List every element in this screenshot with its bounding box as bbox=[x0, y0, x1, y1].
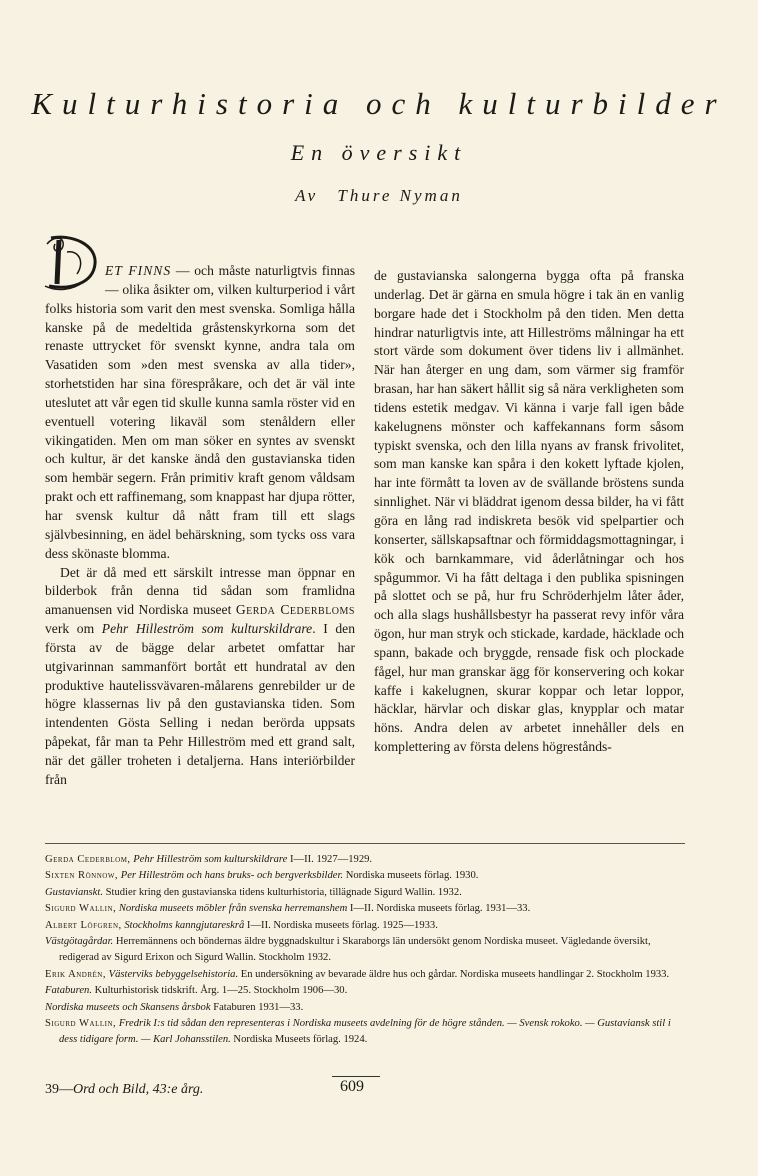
reference-title: Västgötagårdar. bbox=[45, 936, 114, 948]
reference-item bbox=[45, 885, 685, 901]
reference-author: Gerda Cederblom, bbox=[45, 854, 131, 865]
reference-details: Nordiska Museets förlag. 1924. bbox=[230, 1034, 368, 1046]
reference-title: Fredrik I:s tid sådan den representeras i Nordiska museets avdelning för de högre stånden. — Svensk rokoko. — Gustaviansk stil i dess tidigare form. — Karl Johansstilen. bbox=[59, 1018, 671, 1046]
byline-prefix: Av bbox=[295, 186, 319, 205]
reference-item bbox=[45, 1016, 685, 1049]
reference-item bbox=[45, 901, 685, 917]
author-name: Thure Nyman bbox=[337, 186, 463, 205]
left-column bbox=[45, 262, 355, 790]
right-column bbox=[374, 267, 684, 757]
reference-details: En undersökning av bevarade äldre hus och gårdar. Nordiska museets handlingar 2. Stockholm 1933. bbox=[238, 968, 670, 980]
reference-list bbox=[45, 852, 685, 1049]
reference-item bbox=[45, 967, 685, 983]
byline bbox=[0, 186, 758, 206]
journal-footer bbox=[45, 1082, 203, 1098]
work-title-reference: Pehr Hilleström som kulturskildrare bbox=[101, 621, 313, 637]
reference-item bbox=[45, 934, 685, 967]
reference-title: Nordiska museets och Skansens årsbok bbox=[45, 1001, 211, 1013]
reference-details: I—II. 1927—1929. bbox=[287, 854, 373, 865]
svg-text:D: D bbox=[72, 274, 73, 275]
reference-author: Erik Andrén, bbox=[45, 968, 106, 980]
reference-author: Sixten Rönnow, bbox=[45, 870, 119, 882]
reference-details: I—II. Nordiska museets förlag. 1925—1933. bbox=[244, 919, 438, 931]
reference-item bbox=[45, 1000, 685, 1016]
reference-item bbox=[45, 983, 685, 999]
reference-author: Albert Löfgren, bbox=[45, 919, 122, 931]
reference-item bbox=[45, 918, 685, 934]
reference-title: Fataburen. bbox=[45, 985, 92, 997]
paragraph-3: de gustavianska salongerna bygga ofta på franska underlag. Det är gärna en smula högre i tak än en vanlig borgare hade det i Stockholm på den tiden. Men detta hindrar naturligtvis inte, att Hilleströms målningar ha ett stort värde som dokument över tidens liv i allmänhet. När han återger en ung dam, som värmer sig framför brasan, har han säkert hållit sig så nära verkligheten som tidens estetik medgav. Vi känna i varje fall igen både kakelugnens mönster och kaffekannans form såsom typiskt svenska, och den lilla nyans av fransk frivolitet, som man kanske kan spåra i den kokett lyftade kjolen, har inte förmått ta loven av de svällande bröstens sunda sinnlighet. När vi bläddrat igenom dessa bilder, ha vi fått göra en lång rad indiskreta besök vid spelpartier och konserter, sällskapsaftnar och förmiddagsmottagningar, i kök och barnkammare, vid åderlåtningar och hos spågummor. Vi ha fått deltaga i den publika spisningen på slottet och se på, hur fru Schröderhjelm låter åder, och alla slags hushållsbestyr ha passerat revy inför våra ögon, hur man stryk och stickade, kardade, häcklade och spann, bakade och bryggde, rensade fisk och plockade fågel, hur man granskar ägg för konservering och kokar kaffe i kakelugnen, skurar koppar och letar loppor, häcklar, härvlar och diskar glas, knypplar och matar höns. Andra delen av arbetet innehåller dels en komplettering av första delens högrestånds- bbox=[374, 268, 684, 755]
reference-title: Stockholms kanngjutareskrå bbox=[124, 919, 245, 931]
reference-details: I—II. Nordiska museets förlag. 1931—33. bbox=[347, 903, 531, 915]
paragraph-1 bbox=[45, 262, 355, 564]
reference-details: Herremännens och böndernas äldre byggnadskultur i Skaraborgs län undersökt genom Nordiska museet. Vägledande översikt, redigerad av Sigurd Erixon och Sigurd Wallin. Stockholm 1932. bbox=[59, 936, 651, 964]
reference-author: Sigurd Wallin, bbox=[45, 903, 117, 915]
ornamental-initial-d-icon bbox=[43, 232, 101, 292]
reference-author: Sigurd Wallin, bbox=[45, 1018, 117, 1030]
reference-title: Gustavianskt. bbox=[45, 886, 103, 898]
reference-details: Nordiska museets förlag. 1930. bbox=[343, 870, 479, 882]
paragraph-1-text: — och måste naturligtvis finnas — olika åsikter om, vilken kulturperiod i vårt folks historia som varit den mest svenska. Somliga hålla kanske på de medeltida gråstenskyrkorna som det renaste uttrycket för svenskt kynne, andra tala om Vasatiden som »den mest svenska av alla tider», storhetstiden har sina förespråkare, och det är väl inte uteslutet att vår egen tid skulle kunna samla röster vid en eventuell votering likaväl som stenåldern eller vikingatiden. Men om man söker en syntes av svenskt och kultur, är det kanske ändå den gustavianska tiden som hembär segern. Från primitiv kraft genom våldsam prakt och ett raffinemang, som knappast har djupa rötter, har svensk kultur då nått fram till ett slags självbesinning, en ädel behärskning, som tycks oss vara dess skönaste blomma. bbox=[45, 263, 355, 561]
page-number-rule bbox=[332, 1076, 380, 1077]
article-subtitle: En översikt bbox=[290, 140, 468, 165]
issue-prefix: 39— bbox=[45, 1082, 73, 1097]
lead-words: ET FINNS bbox=[105, 263, 172, 278]
author-reference: Gerda Cederbloms bbox=[235, 602, 355, 618]
page-number: 609 bbox=[340, 1078, 364, 1095]
reference-title: Nordiska museets möbler från svenska herremanshem bbox=[118, 903, 348, 915]
reference-title: Pehr Hilleström som kulturskildrare bbox=[133, 854, 288, 865]
reference-title: Per Hilleström och hans bruks- och bergverksbilder. bbox=[120, 870, 344, 882]
journal-title: Ord och Bild, 43:e årg. bbox=[73, 1082, 204, 1097]
reference-details: Fataburen 1931—33. bbox=[210, 1001, 304, 1013]
article-title: Kulturhistoria och kulturbilder bbox=[31, 86, 727, 121]
reference-item bbox=[45, 852, 685, 868]
reference-item bbox=[45, 868, 685, 884]
reference-details: Kulturhistorisk tidskrift. Årg. 1—25. Stockholm 1906—30. bbox=[91, 985, 348, 997]
reference-details: Studier kring den gustavianska tidens kulturhistoria, tillägnade Sigurd Wallin. 1932. bbox=[102, 886, 462, 898]
paragraph-2: Det är då med ett särskilt intresse man öppnar en bilderbok från denna tid sådan som framlidna amanuensen vid Nordiska museet Gerda Cederbloms verk om Pehr Hilleström som kulturskildrare. I den första av de bägge delar arbetet omfattar har utgivarinnan sammanfört bortåt ett hundratal av den produktive hautelissvävaren-målarens genrebilder ur de högre klassernas liv på den gustavianska tiden. Som intendenten Gösta Selling i nedan berörda uppsats påpekat, får man ta Pehr Hilleström med ett grand salt, när det gäller troheten i detaljerna. Hans interiörbilder från bbox=[45, 564, 355, 787]
reference-title: Västerviks bebyggelsehistoria. bbox=[108, 968, 239, 980]
footnote-divider bbox=[45, 843, 685, 844]
